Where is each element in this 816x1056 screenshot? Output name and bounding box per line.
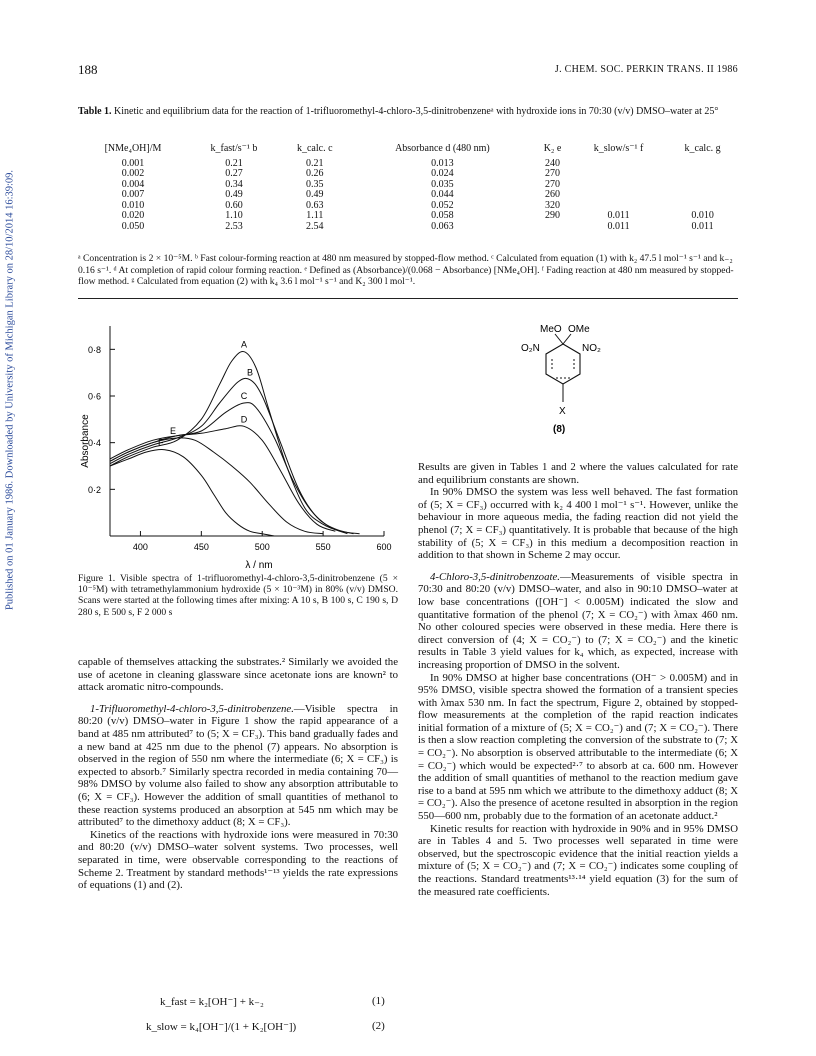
table-cell [570,159,667,170]
curve-label-C: C [240,391,248,401]
table-row [78,190,738,201]
paragraph: 4-Chloro-3,5-dinitrobenzoate.—Measurements of visible spectra in 70:30 and 80:20 (v/v) DMSO–water, and also in 90:10 DMSO–water at low base concentrations ([OH⁻] < 0.005M) indicated the slow and quantitative formation of the phenol (7; X = CO₂⁻) with λmax 460 nm. No other coloured species were observed in these media. Here there is direct conversion of (4; X = CO₂⁻) to (7; X = CO₂⁻) and the kinetic results in Table 3 yield values for k₄ which, as expected, increase with increasing proportion of DMSO in the solvent. [418,570,738,671]
table-cell: 260 [545,189,561,200]
table-cell: 0.050 [121,220,145,232]
table-cell [570,180,667,191]
table-cell: 0.49 [306,189,324,200]
col-header: k_fast/s⁻¹ b [210,143,258,154]
table-cell: 2.54 [306,220,324,232]
ring-delocalisation [552,359,574,378]
chart-axes [110,326,384,536]
bond-ome-right [563,334,571,344]
table-cell: 0.34 [225,178,243,190]
x-axis-label: λ / nm [245,560,273,570]
table-cell: 0.004 [121,178,145,190]
table-bottom-rule [78,298,738,299]
x-tick-label: 550 [315,542,331,552]
col-header: k_calc. g [684,143,721,154]
table-row [78,169,738,180]
table-cell: 0.024 [431,168,454,179]
table-footnotes: ᵃ Concentration is 2 × 10⁻⁵M. ᵇ Fast colour-forming reaction at 480 nm measured by stopped-flow method. ᶜ Calculated from equation (1) with k₂ 47.5 l mol⁻¹ s⁻¹ and k₋₂ 0.16 s⁻¹. ᵈ At completion of rapid colour forming reaction. ᵉ Defined as (Absorbance)/(0.068 − Absorbance) [NMe₄OH]. ᶠ Fading reaction at 480 nm measured by stopped-flow method. ᵍ Calculated from equation (2) with k₄ 3.6 l mol⁻¹ s⁻¹ and K₂ 300 l mol⁻¹. [78,253,734,288]
equation-1-number: (1) [372,995,385,1007]
col-header: [NMe₄OH]/M [104,143,162,154]
table-row [78,211,738,222]
ring-bond [546,344,580,384]
col-header: k_slow/s⁻¹ f [593,143,644,154]
table-cell: 240 [545,157,561,169]
table-cell: 0.010 [121,199,145,211]
spectrum-curve-F [110,449,274,536]
table-cell: 0.49 [225,189,243,200]
table-cell: 270 [545,178,561,190]
table-cell: 0.21 [306,157,324,169]
curve-label-D: D [240,414,248,425]
paragraph: In 90% DMSO the system was less well behaved. The fast formation of (5; X = CF₃) occurred with k₂ 4 400 l mol⁻¹ s⁻¹. However, unlike the behaviour in more aqueous media, the fading reaction did not yield the phenol (7; X = CF₃) quantitatively. It is probable that because of the high stability of (5; X = CF₃) in this medium a decomposition reaction in addition to that shown in Scheme 2 may occur. [418,486,738,562]
curve-label-F: F [158,437,164,448]
spectrum-curve-A [110,352,360,534]
table-cell: 0.010 [691,210,714,221]
table-cell: 0.007 [121,189,145,200]
col-header: K₂ e [543,143,562,154]
structure-8-diagram [508,318,618,448]
table-cell: 270 [545,168,561,179]
equation-1: k_fast = k₂[OH⁻] + k₋₂ [160,996,264,1008]
curve-label-E: E [169,426,176,436]
substituent-meo: MeO [540,324,562,335]
table-cell: 0.011 [691,220,714,232]
table-header-row [78,144,738,159]
table-cell [667,169,738,180]
download-notice [2,60,18,720]
running-head: J. CHEM. SOC. PERKIN TRANS. II 1986 [554,64,738,75]
x-tick-label: 400 [132,542,148,552]
y-tick-label: 0·6 [88,391,102,402]
substituent-no2-right: NO₂ [582,343,601,354]
section-heading: 4-Chloro-3,5-dinitrobenzoate. [430,570,560,583]
chart-curves [110,352,360,536]
paragraph: Results are given in Tables 1 and 2 where the values calculated for rate and equilibrium constants are shown. [418,461,738,486]
table-cell: 0.035 [431,178,454,190]
paragraph: Kinetic results for reaction with hydroxide in 90% and in 95% DMSO are in Tables 4 and 5. Two processes well separated in time were observed, but the spectroscopic evidence that the initial reaction yields a mixture of (5; X = CO₂⁻) and (7; X = CO₂⁻) indicates some coupling of the reactions. Standard treatments¹³·¹⁴ yield equation (3) for the sum of the measured rate coefficients. [418,822,738,898]
table-cell: 0.020 [121,210,145,221]
equation-2: k_slow = k₄[OH⁻]/(1 + K₂[OH⁻]) [146,1021,297,1033]
table-cell: 0.60 [225,199,243,211]
structure-label: (8) [553,424,566,435]
table-cell: 2.53 [225,220,243,232]
y-axis-label: Absorbance [80,414,91,468]
table-caption-text: Kinetic and equilibrium data for the reaction of 1-trifluoromethyl-4-chloro-3,5-dinitrobenzeneᵃ with hydroxide ions in 70:30 (v/v) DMSO–water at 25° [111,106,719,117]
table-cell: 0.063 [431,220,454,232]
table-cell: 1.11 [306,210,324,221]
table-cell: 1.10 [225,210,243,221]
table-row [78,180,738,191]
download-notice-text: Published on 01 January 1986. Downloaded by University of Michigan Library on 28/10/2014 16:39:09. [4,169,16,611]
figure1-spectra-chart [78,318,398,570]
table-row [78,159,738,170]
left-column [78,656,398,892]
table-cell: 0.21 [225,157,243,169]
spectrum-curve-D [110,426,335,532]
table-cell: 320 [545,199,561,211]
paragraph: capable of themselves attacking the substrates.² Similarly we avoided the use of acetone in cleaning glassware since acetonate ions are known² to attack aromatic nitro-compounds. [78,656,398,694]
bond-ome-left [555,334,563,344]
table-cell [667,190,738,201]
table-cell: 0.058 [431,210,454,221]
x-tick-label: 600 [376,542,392,552]
table-row [78,201,738,212]
table-caption-label: Table 1. [78,106,112,117]
substituent-x: X [559,406,566,417]
spectrum-curve-B [110,378,354,533]
curve-label-A: A [240,339,247,350]
table-cell: 0.26 [306,168,324,179]
table-caption [78,106,738,119]
table-cell: 0.052 [431,199,454,211]
figure1-caption: Figure 1. Visible spectra of 1-trifluoromethyl-4-chloro-3,5-dinitrobenzene (5 × 10⁻⁵M) with tetramethylammonium hydroxide (5 × 10⁻³M) in 80% (v/v) DMSO. Scans were started at the following times after mixing: A 10 s, B 100 s, C 190 s, D 280 s, E 500 s, F 2 000 s [78,573,398,618]
page-number: 188 [78,62,98,77]
table-cell: 0.35 [306,178,324,190]
table-cell [667,159,738,170]
equation-2-number: (2) [372,1020,385,1032]
table-cell: 0.044 [431,189,454,200]
section-heading: 1-Trifluoromethyl-4-chloro-3,5-dinitrobenzene. [90,702,294,715]
table-cell [570,190,667,201]
table-cell: 0.011 [607,220,630,232]
table-cell [535,222,570,233]
table-cell: 0.001 [121,157,145,169]
substituent-ome: OMe [568,324,590,335]
table-cell: 290 [545,210,561,221]
y-tick-label: 0·8 [88,344,102,355]
paragraph: 1-Trifluoromethyl-4-chloro-3,5-dinitrobenzene.—Visible spectra in 80:20 (v/v) DMSO–water in Figure 1 show the rapid appearance of a band at 485 nm attributed⁷ to (5; X = CF₃). This band gradually fades and a new band at 425 nm due to the phenol (7) appears. No absorption is observed in the region of 550 nm where the intermediate (6; X = CF₃) is expected to absorb.⁷ Similarly spectra recorded in media containing 70—98% DMSO by volume also failed to show any absorption attributable to (6; X = CF₃). However the addition of small quantities of methanol to these reaction systems produced an absorption at 545 nm which may be attributed⁷ to the dimethoxy adduct (8; X = CF₃). [78,702,398,829]
y-tick-label: 0·2 [88,484,102,495]
col-header: Absorbance d (480 nm) [395,143,490,154]
spectrum-curve-E [110,438,323,534]
y-tick-label: 0·4 [88,438,102,449]
table-cell: 0.002 [121,168,145,179]
table-row [78,222,738,233]
paragraph: In 90% DMSO at higher base concentrations (OH⁻ > 0.005M) and in 95% DMSO, visible spectra showed the formation of a transient species with λmax 530 nm. In fact the spectrum, Figure 2, obtained by stopped-flow measurements at the completion of the rapid reaction indicates initial formation of a mixture of (5; X = CO₂⁻) and (7; X = CO₂⁻). There is then a slow reaction completing the conversion of the substrate to (7; X = CO₂⁻). No absorption is observed attributable to the intermediate (6; X = CO₂⁻) which would be expected²·⁷ to absorb at ca. 600 nm. However the addition of small quantities of methanol to the reaction medium gave rise to a band at 595 nm which we attribute to the dimethoxy adduct (8; X = CO₂⁻). Also the presence of acetone resulted in absorption in the region 550—600 nm, probably due to the formation of an acetonate adduct.² [418,671,738,823]
table-cell: 0.013 [431,157,454,169]
kinetic-data-table [78,144,738,232]
table-cell [667,180,738,191]
table-cell: 0.63 [306,199,324,211]
substituent-no2-left: O₂N [521,343,540,354]
table-body [78,159,738,233]
spectrum-curve-C [110,403,348,534]
curve-label-B: B [247,367,254,378]
x-tick-label: 450 [193,542,209,552]
table-cell: 0.27 [225,168,243,179]
x-tick-label: 500 [254,542,270,552]
col-header: k_calc. c [296,143,333,154]
paragraph: Kinetics of the reactions with hydroxide ions were measured in 70:30 and 80:20 (v/v) DMSO–water solvent systems. Two processes, well separated in time, were observable corresponding to the reactions of Scheme 2. Treatment by standard methods¹⁻¹³ yields the rate expressions of equations (1) and (2). [78,828,398,892]
table-cell: 0.011 [607,210,630,221]
right-column [418,461,738,898]
table-cell [570,169,667,180]
